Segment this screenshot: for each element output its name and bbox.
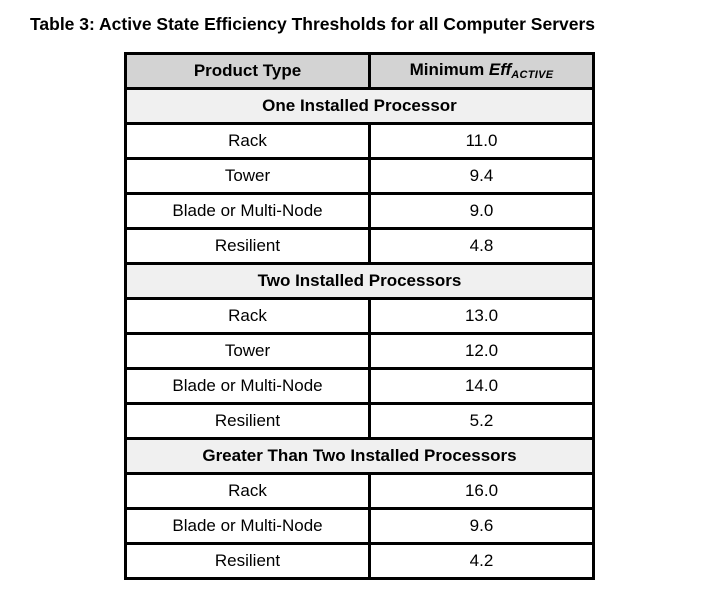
- table-row: [126, 544, 594, 579]
- section-row: [126, 89, 594, 124]
- table-row: [126, 159, 594, 194]
- table-row: [126, 369, 594, 404]
- table-header-row: [126, 54, 594, 89]
- table-caption: Table 3: Active State Efficiency Thresholds for all Computer Servers: [30, 14, 596, 34]
- efficiency-thresholds-table: [124, 52, 595, 580]
- product-type-cell: Rack: [126, 474, 370, 509]
- efficiency-value-cell: 9.0: [370, 194, 594, 229]
- product-type-cell: Tower: [126, 334, 370, 369]
- product-type-cell: Resilient: [126, 404, 370, 439]
- table-row: [126, 299, 594, 334]
- table-row: [126, 334, 594, 369]
- product-type-cell: Blade or Multi-Node: [126, 194, 370, 229]
- section-header-one-processor: One Installed Processor: [126, 89, 594, 124]
- efficiency-value-cell: 12.0: [370, 334, 594, 369]
- product-type-cell: Tower: [126, 159, 370, 194]
- product-type-cell: Resilient: [126, 229, 370, 264]
- product-type-cell: Resilient: [126, 544, 370, 579]
- table-row: [126, 124, 594, 159]
- table-row: [126, 509, 594, 544]
- min-eff-prefix: Minimum: [409, 59, 489, 79]
- section-row: [126, 439, 594, 474]
- table-row: [126, 229, 594, 264]
- efficiency-value-cell: 13.0: [370, 299, 594, 334]
- min-eff-subscript: ACTIVE: [511, 68, 554, 81]
- product-type-cell: Rack: [126, 124, 370, 159]
- product-type-cell: Blade or Multi-Node: [126, 509, 370, 544]
- efficiency-value-cell: 4.2: [370, 544, 594, 579]
- efficiency-value-cell: 4.8: [370, 229, 594, 264]
- efficiency-value-cell: 11.0: [370, 124, 594, 159]
- column-header-product-type: Product Type: [126, 54, 370, 89]
- efficiency-value-cell: 14.0: [370, 369, 594, 404]
- min-eff-symbol: Eff: [488, 59, 512, 79]
- column-header-minimum-eff-active: [370, 54, 594, 89]
- table-row: [126, 194, 594, 229]
- section-row: [126, 264, 594, 299]
- product-type-cell: Blade or Multi-Node: [126, 369, 370, 404]
- efficiency-value-cell: 5.2: [370, 404, 594, 439]
- table-row: [126, 404, 594, 439]
- efficiency-value-cell: 9.4: [370, 159, 594, 194]
- efficiency-value-cell: 9.6: [370, 509, 594, 544]
- efficiency-value-cell: 16.0: [370, 474, 594, 509]
- section-header-greater-than-two-processors: Greater Than Two Installed Processors: [126, 439, 594, 474]
- table-row: [126, 474, 594, 509]
- section-header-two-processors: Two Installed Processors: [126, 264, 594, 299]
- product-type-cell: Rack: [126, 299, 370, 334]
